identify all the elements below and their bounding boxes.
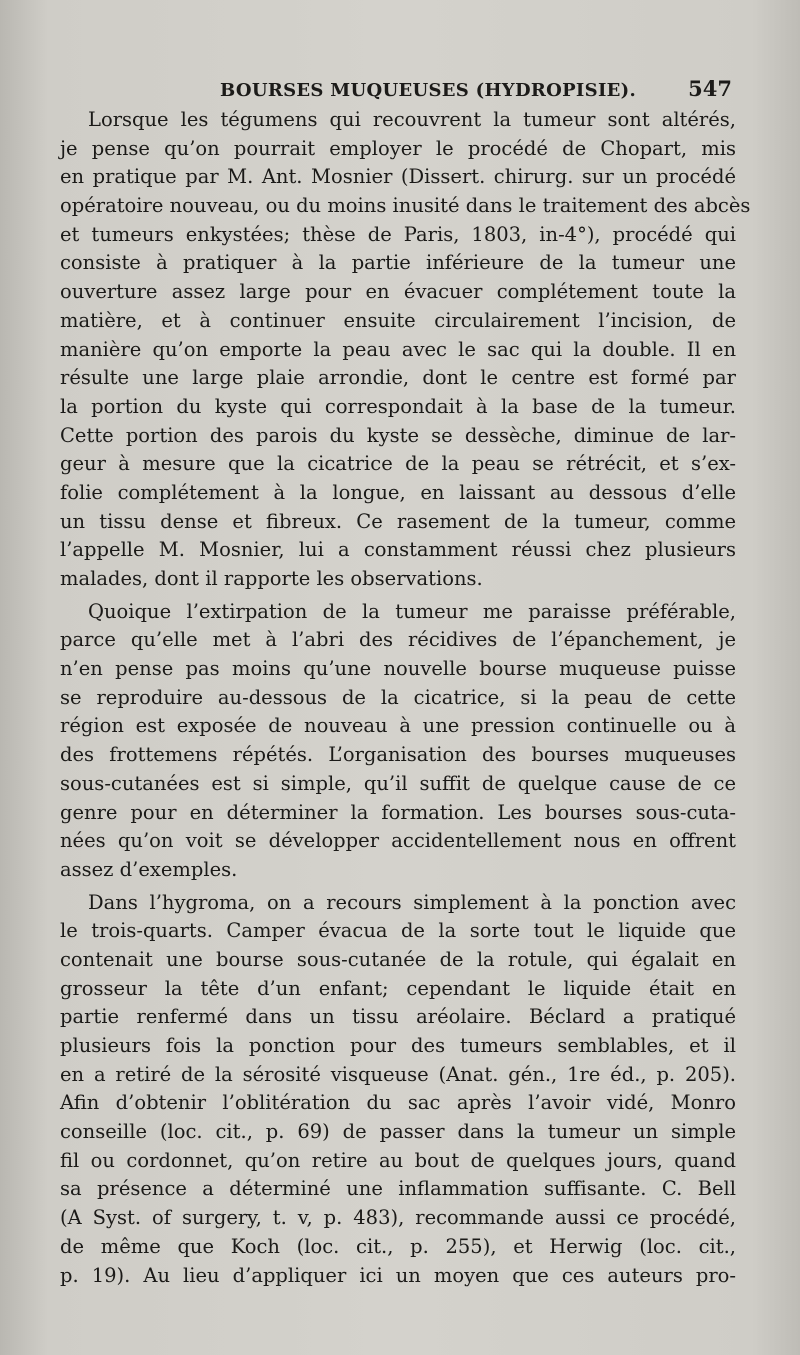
text-line: partie renfermé dans un tissu aréolaire. Béclard a pratiqué xyxy=(60,1005,736,1029)
page-number: 547 xyxy=(688,76,732,101)
text-line: Dans l’hygroma, on a recours simplement à la ponction avec xyxy=(88,890,736,914)
text-line: opératoire nouveau, ou du moins inusité dans le traitement des abcès xyxy=(60,194,751,218)
text-line: fil ou cordonnet, qu’on retire au bout de quelques jours, quand xyxy=(60,1148,736,1172)
text-line: Cette portion des parois du kyste se dessèche, diminue de lar- xyxy=(60,423,736,447)
body-text xyxy=(60,106,751,1290)
text-line: sa présence a déterminé une inflammation suffisante. C. Bell xyxy=(60,1177,736,1201)
text-line: manière qu’on emporte la peau avec le sac qui la double. Il en xyxy=(60,337,736,361)
text-line: folie complétement à la longue, en laissant au dessous d’elle xyxy=(60,480,736,504)
text-line: assez d’exemples. xyxy=(60,857,238,881)
text-line: matière, et à continuer ensuite circulairement l’incision, de xyxy=(60,308,736,332)
text-line: un tissu dense et fibreux. Ce rasement de la tumeur, comme xyxy=(60,509,736,533)
text-line: je pense qu’on pourrait employer le procédé de Chopart, mis xyxy=(60,136,736,160)
text-line: ouverture assez large pour en évacuer complétement toute la xyxy=(60,280,736,304)
text-line: genre pour en déterminer la formation. Les bourses sous-cuta- xyxy=(60,800,736,824)
text-line: nées qu’on voit se développer accidentellement nous en offrent xyxy=(60,829,736,853)
text-line: parce qu’elle met à l’abri des récidives de l’épanchement, je xyxy=(60,628,736,652)
text-line: Quoique l’extirpation de la tumeur me paraisse préférable, xyxy=(88,599,736,623)
text-line: et tumeurs enkystées; thèse de Paris, 1803, in-4°), procédé qui xyxy=(60,222,736,246)
text-line: sous-cutanées est si simple, qu’il suffit de quelque cause de ce xyxy=(60,771,736,795)
text-line: résulte une large plaie arrondie, dont le centre est formé par xyxy=(60,366,736,390)
text-line: région est exposée de nouveau à une pression continuelle ou à xyxy=(60,714,736,738)
text-line: Lorsque les tégumens qui recouvrent la tumeur sont altérés, xyxy=(88,108,736,131)
text-line: malades, dont il rapporte les observations. xyxy=(60,567,483,590)
text-line: (A Syst. of surgery, t. v, p. 483), recommande aussi ce procédé, xyxy=(60,1206,736,1230)
text-line: des frottemens répétés. L’organisation des bourses muqueuses xyxy=(60,743,736,767)
text-line: p. 19). Au lieu d’appliquer ici un moyen que ces auteurs pro- xyxy=(60,1263,736,1287)
running-head: BOURSES MUQUEUSES (HYDROPISIE). xyxy=(220,80,637,101)
text-line: se reproduire au-dessous de la cicatrice, si la peau de cette xyxy=(60,685,736,709)
text-line: plusieurs fois la ponction pour des tumeurs semblables, et il xyxy=(60,1034,736,1057)
text-line: en pratique par M. Ant. Mosnier (Dissert. chirurg. sur un procédé xyxy=(60,165,736,189)
text-line: n’en pense pas moins qu’une nouvelle bourse muqueuse puisse xyxy=(60,657,736,681)
text-line: l’appelle M. Mosnier, lui a constamment réussi chez plusieurs xyxy=(60,538,736,562)
text-line: le trois-quarts. Camper évacua de la sorte tout le liquide que xyxy=(60,919,736,943)
text-line: Afin d’obtenir l’oblitération du sac après l’avoir vidé, Monro xyxy=(60,1091,736,1115)
text-line: de même que Koch (loc. cit., p. 255), et Herwig (loc. cit., xyxy=(60,1234,736,1258)
text-line: consiste à pratiquer à la partie inférieure de la tumeur une xyxy=(60,251,736,275)
text-line: contenait une bourse sous-cutanée de la rotule, qui égalait en xyxy=(60,947,736,971)
text-line: en a retiré de la sérosité visqueuse (Anat. gén., 1re éd., p. 205). xyxy=(60,1062,736,1086)
page-header xyxy=(60,76,736,108)
text-line: grosseur la tête d’un enfant; cependant le liquide était en xyxy=(60,976,736,1000)
text-line: la portion du kyste qui correspondait à la base de la tumeur. xyxy=(60,394,736,418)
text-line: conseille (loc. cit., p. 69) de passer dans la tumeur un simple xyxy=(60,1120,736,1144)
text-line: geur à mesure que la cicatrice de la peau se rétrécit, et s’ex- xyxy=(60,452,736,476)
